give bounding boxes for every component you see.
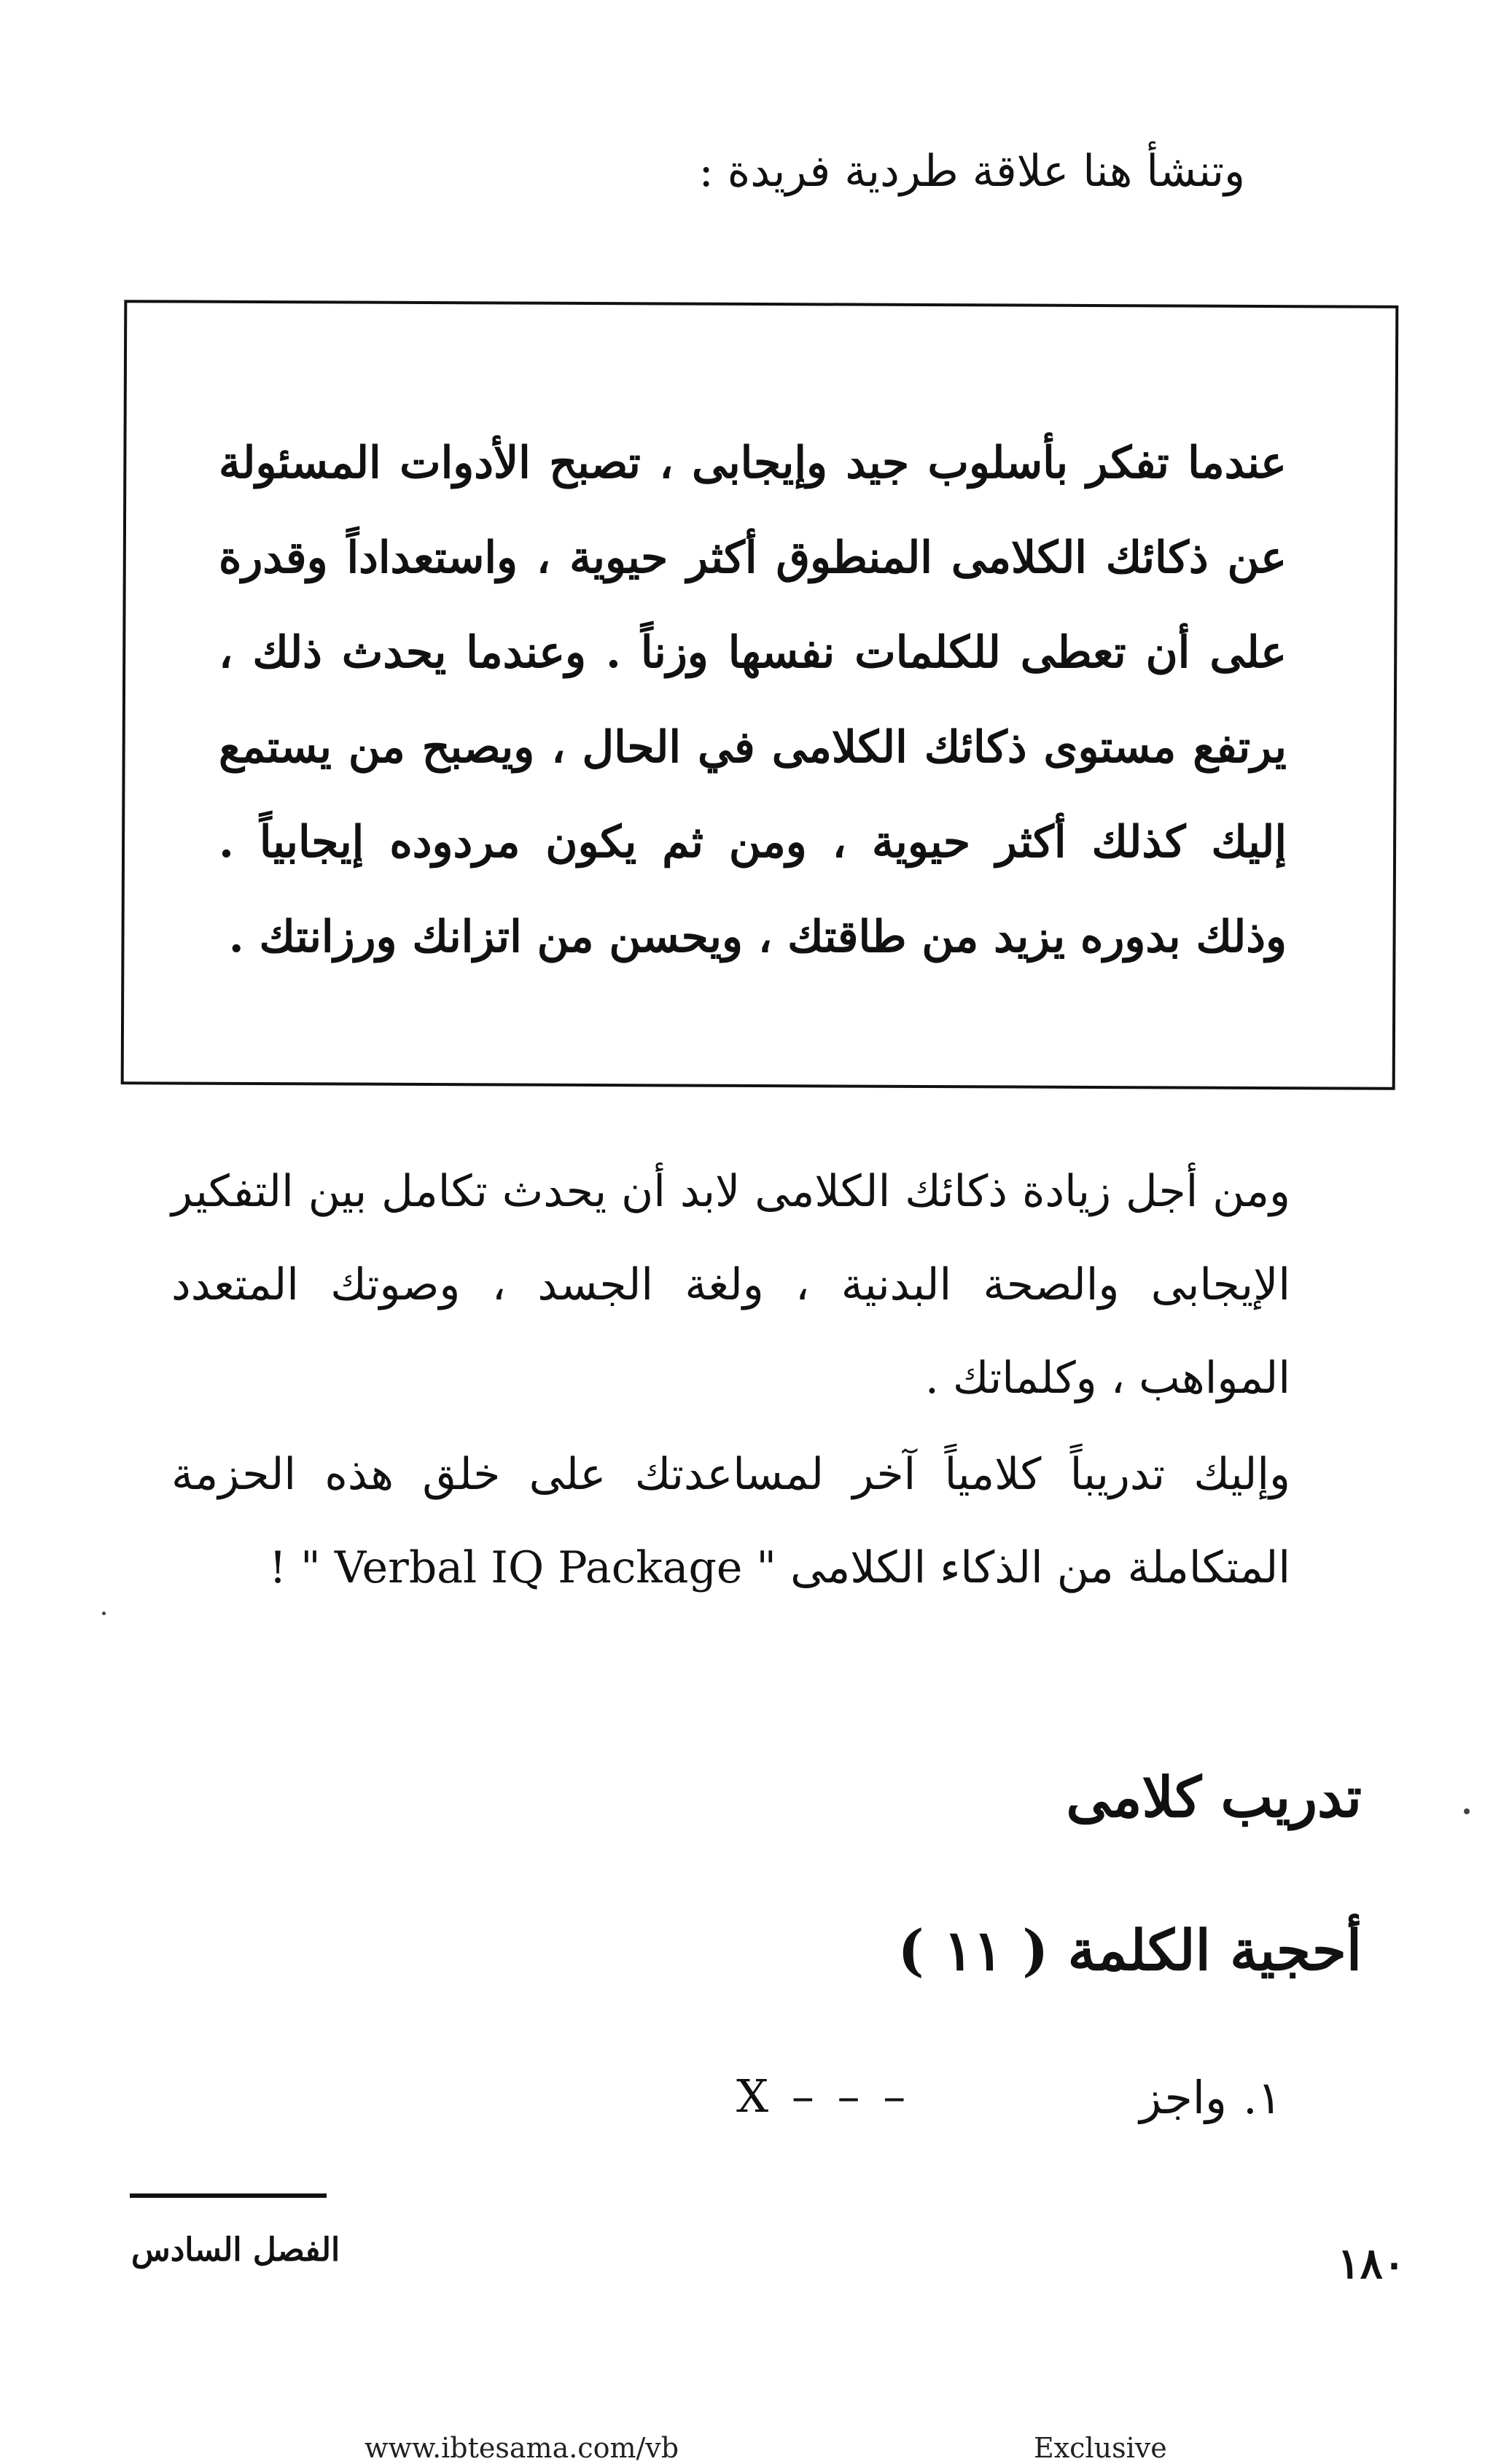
puzzle-heading: أحجية الكلمة ( ١١ ) [897, 1918, 1362, 1983]
watermark-label: Exclusive [1034, 2432, 1167, 2464]
puzzle-item-number: ١. [1242, 2071, 1282, 2124]
paragraph-1: ومن أجل زيادة ذكائك الكلامى لابد أن يحدث تكامل بين التفكير الإيجابى والصحة البدنية ، ولغة الجسد ، وصوتك المتعدد المواهب ، وكلماتك . [171, 1166, 1290, 1404]
intro-line: وتنشأ هنا علاقة طردية فريدة : [698, 146, 1245, 197]
puzzle-item-answer: X – – – [736, 2069, 911, 2123]
puzzle-item [1139, 2071, 1282, 2124]
chapter-label: الفصل السادس [131, 2231, 340, 2269]
section-heading: تدريب كلامى [1066, 1765, 1362, 1830]
footer-rule [130, 2193, 327, 2198]
puzzle-item-word: واجز [1139, 2071, 1227, 2124]
page-number: ١٨٠ [1337, 2239, 1406, 2288]
paragraph-2: وإليك تدريباً كلامياً آخر لمساعدتك على خلق هذه الحزمة المتكاملة من الذكاء الكلامى " Verbal IQ Package " ! [171, 1449, 1290, 1593]
scan-speck [102, 1612, 106, 1615]
box-paragraph: عندما تفكر بأسلوب جيد وإيجابى ، تصبح الأدوات المسئولة عن ذكائك الكلامى المنطوق أكثر حيوية ، واستعداداً وقدرة على أن تعطى للكلمات نفسها وزناً . وعندما يحدث ذلك ، يرتفع مستوى ذكائك الكلامى في الحال ، ويصبح من يستمع إليك كذلك أكثر حيوية ، ومن ثم يكون مردوده إيجابياً . وذلك بدوره يزيد من طاقتك ، ويحسن من اتزانك ورزانتك . [219, 438, 1287, 963]
scan-speck [1464, 1808, 1470, 1814]
watermark-url: www.ibtesama.com/vb [365, 2432, 679, 2464]
